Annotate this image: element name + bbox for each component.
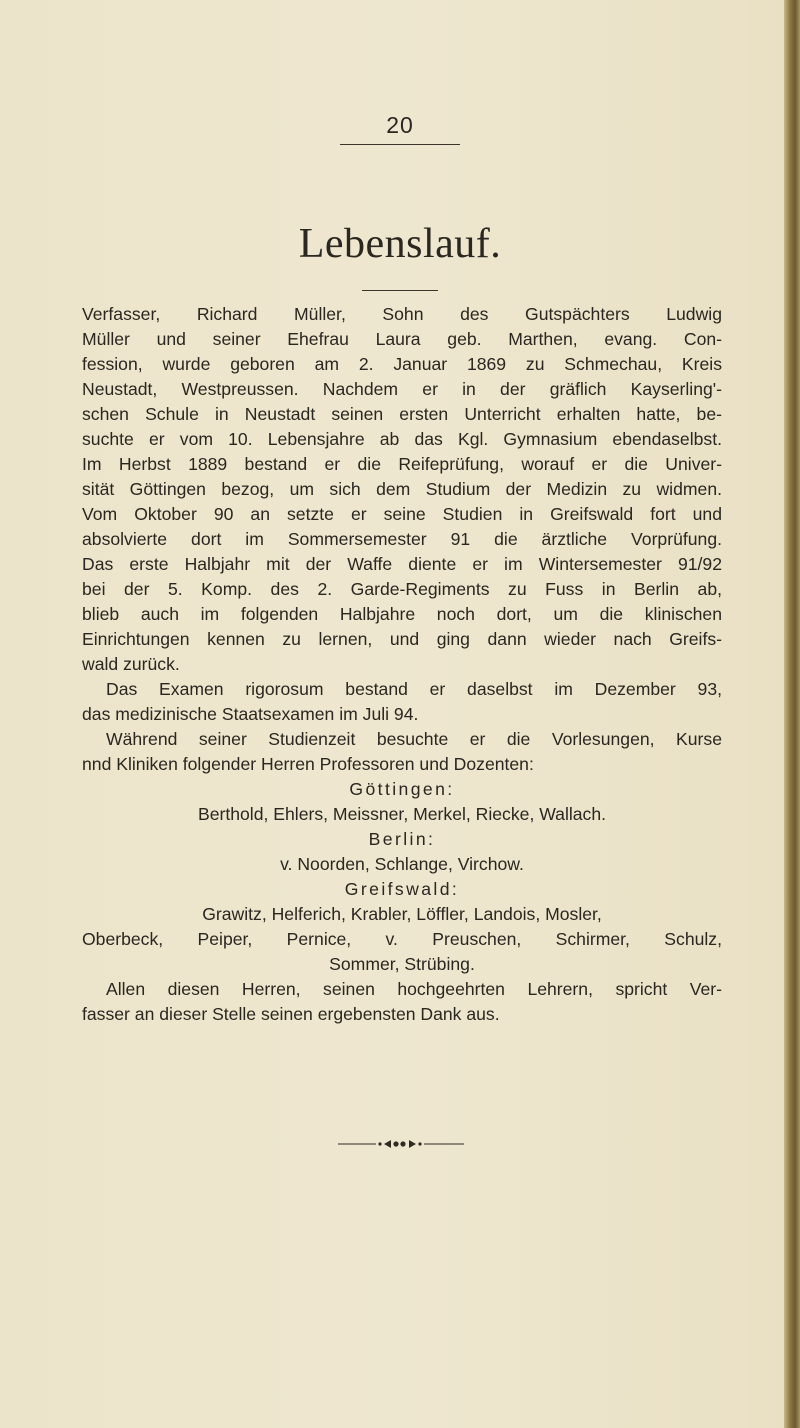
text-line: Einrichtungen kennen zu lernen, und ging dann wieder nach Greifs-: [82, 629, 722, 649]
text-line: wald zurück.: [82, 654, 180, 674]
title-rule: [362, 290, 438, 291]
closing-ornament: [0, 1134, 800, 1154]
text-line: suchte er vom 10. Lebensjahre ab das Kgl. Gymnasium ebendaselbst.: [82, 429, 722, 449]
text-line: bei der 5. Komp. des 2. Garde-Regiments zu Fuss in Berlin ab,: [82, 579, 722, 599]
professor-list: Sommer, Strübing.: [329, 954, 475, 974]
text-line: Das Examen rigorosum bestand er daselbst im Dezember 93,: [106, 679, 722, 699]
text-line: Während seiner Studienzeit besuchte er die Vorlesungen, Kurse: [106, 729, 722, 749]
professor-list: v. Noorden, Schlange, Virchow.: [280, 854, 524, 874]
text-line: Vom Oktober 90 an setzte er seine Studien in Greifswald fort und: [82, 504, 722, 524]
text-line: blieb auch im folgenden Halbjahre noch dort, um die klinischen: [82, 604, 722, 624]
page-number: 20: [386, 112, 414, 138]
text-line: sität Göttingen bezog, um sich dem Studium der Medizin zu widmen.: [82, 479, 722, 499]
city-heading-berlin: Berlin:: [368, 829, 436, 849]
text-line: Verfasser, Richard Müller, Sohn des Gutspächters Ludwig: [82, 304, 722, 324]
city-heading-goettingen: Göttingen:: [349, 779, 455, 799]
text-line: Allen diesen Herren, seinen hochgeehrten Lehrern, spricht Ver-: [106, 979, 722, 999]
professor-list: Oberbeck, Peiper, Pernice, v. Preuschen, Schirmer, Schulz,: [82, 929, 722, 949]
professor-list: Grawitz, Helferich, Krabler, Löffler, Landois, Mosler,: [202, 904, 602, 924]
page-number-rule: [340, 144, 460, 145]
text-line: fasser an dieser Stelle seinen ergebensten Dank aus.: [82, 1004, 500, 1024]
professor-list: Berthold, Ehlers, Meissner, Merkel, Riecke, Wallach.: [197, 804, 607, 824]
city-heading-greifswald: Greifswald:: [344, 879, 460, 899]
text-line: das medizinische Staatsexamen im Juli 94.: [82, 704, 419, 724]
text-line: nnd Kliniken folgender Herren Professoren und Dozenten:: [82, 754, 534, 774]
body-text: [82, 302, 722, 1027]
page-edge-shadow: [784, 0, 800, 1428]
text-line: fession, wurde geboren am 2. Januar 1869 zu Schmechau, Kreis: [82, 354, 722, 374]
text-line: absolvierte dort im Sommersemester 91 die ärztliche Vorprüfung.: [82, 529, 722, 549]
text-line: Das erste Halbjahr mit der Waffe diente er im Wintersemester 91/92: [82, 554, 722, 574]
text-line: Müller und seiner Ehefrau Laura geb. Marthen, evang. Con-: [82, 329, 722, 349]
page-title: Lebenslauf.: [298, 221, 502, 267]
text-line: schen Schule in Neustadt seinen ersten Unterricht erhalten hatte, be-: [82, 404, 722, 424]
text-line: Im Herbst 1889 bestand er die Reifeprüfung, worauf er die Univer-: [82, 454, 722, 474]
text-line: Neustadt, Westpreussen. Nachdem er in der gräflich Kayserling'-: [82, 379, 722, 399]
